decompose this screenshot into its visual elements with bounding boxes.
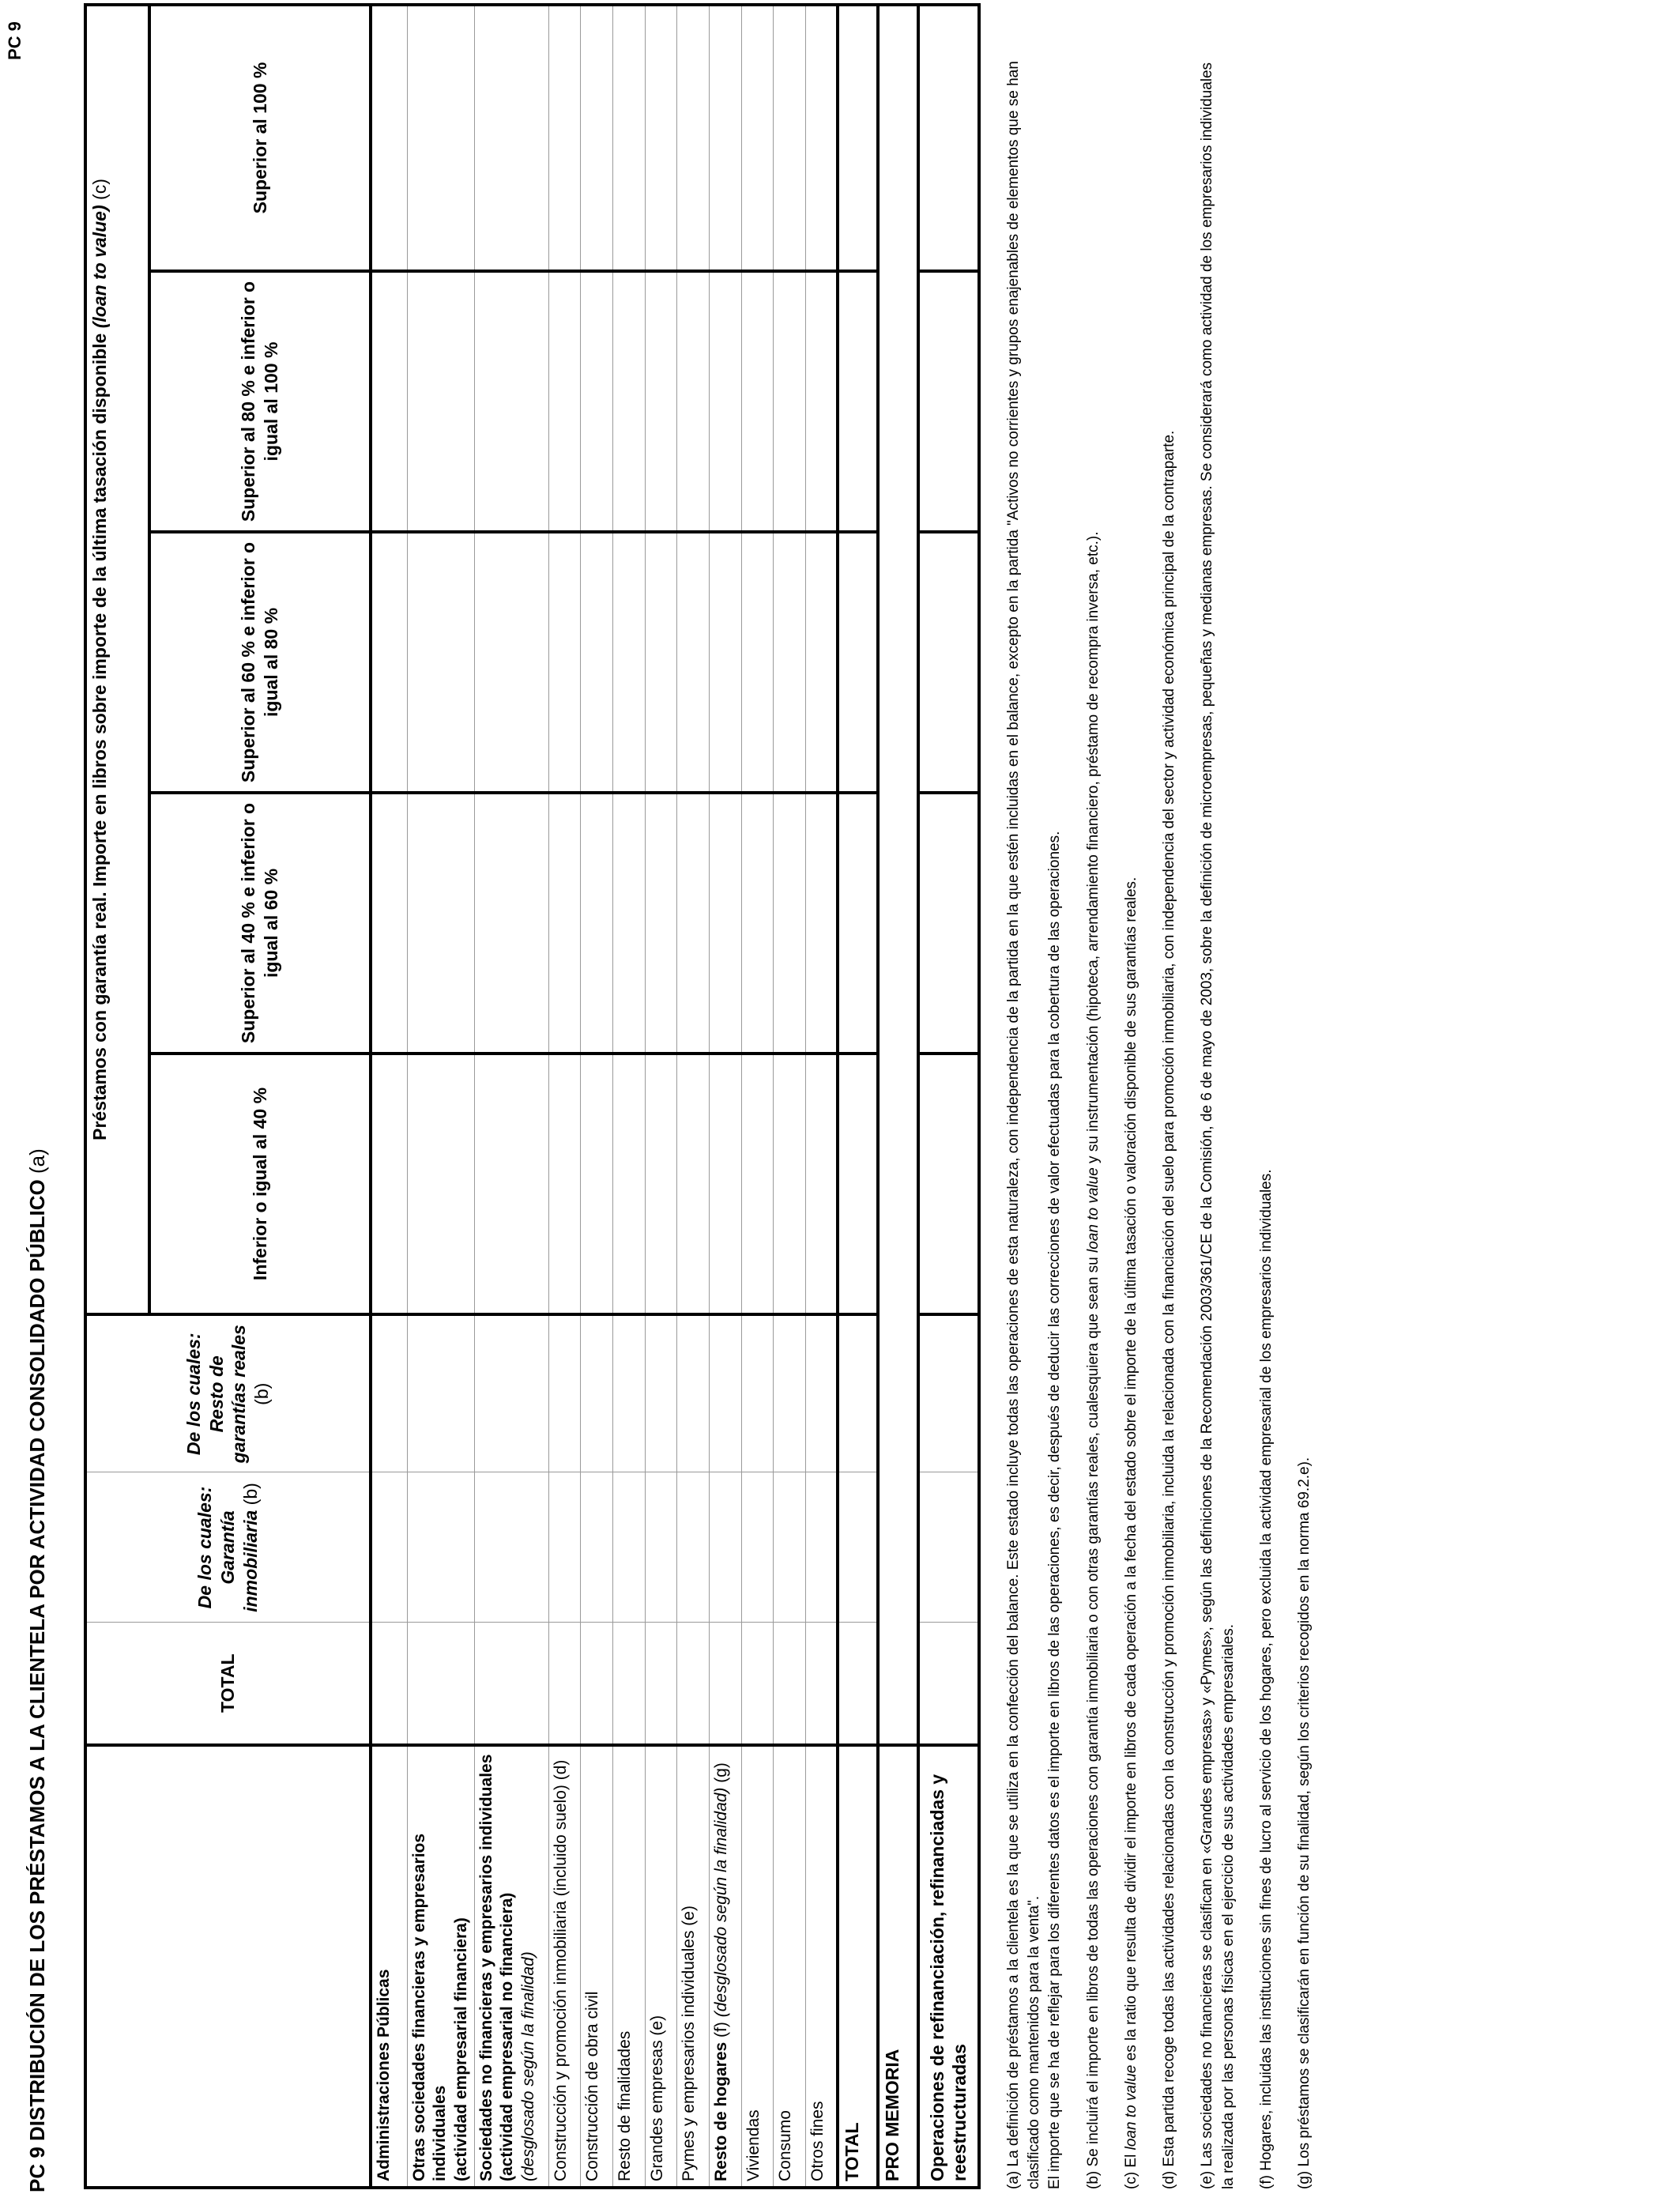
row-label-otros-fines: Otros fines [805,1745,838,2188]
footnote-g: (g) Los préstamos se clasificarán en función de su finalidad, según los criterios recogidos en la norma 69.2.e). [1295,1457,1313,2189]
col-ltv-40-header: Inferior o igual al 40 % [149,1054,371,1314]
row-label-consumo: Consumo [774,1745,806,2188]
table-row-pro-memoria [878,5,918,2188]
footnote-d: (d) Esta partida recoge todas las actividades relacionadas con la construcción y promoción inmobiliaria, incluida la relacionada con la financiación del suelo para promoción inmobiliaria, con independencia del sector y actividad económica principal de la contraparte. [1161,430,1178,2189]
page-title [25,1148,50,2192]
col-ltv-100-header: Superior al 80 % e inferior o igual al 100 % [149,271,371,532]
ltv-group-header: Préstamos con garantía real. Importe en libros sobre importe de la última tasación disponible (loan to value) (c) [85,5,149,1314]
footnote-e: (e) Las sociedades no financieras se clasifican en «Grandes empresas» y «Pymes», según las definiciones de la Recomendación 2003/361/CE de la Comisión, de 6 de mayo de 2003, sobre la definición de microempresas, pequeñas y medianas empresas. Se considerará como actividad de los empresarios individuales la realizada por las personas físicas en el ejercicio de sus actividades empresariales. [1199,62,1237,2189]
col-ltv-60-header: Superior al 40 % e inferior o igual al 60 % [149,793,371,1054]
table-row [408,5,475,2188]
col-total-header: TOTAL [85,1623,371,1745]
row-label-obra-civil: Construcción de obra civil [581,1745,613,2188]
row-label-grandes-empresas: Grandes empresas (e) [645,1745,677,2188]
footnote-b: (b) Se incluirá el importe en libros de todas las operaciones con garantía inmobiliaria o con otras garantías reales, cualesquiera que sean su loan to value y su instrumentación (hipoteca, arrendamiento financiero, préstamo de recompra inversa, etc.). [1084,531,1102,2189]
table-row [548,5,581,2188]
row-label-admin: Administraciones Públicas [371,1745,408,2188]
table-row [709,5,741,2188]
table-row [581,5,613,2188]
table-row [805,5,838,2188]
table-row [774,5,806,2188]
row-label-pymes: Pymes y empresarios individuales (e) [677,1745,710,2188]
row-label-resto-hogares: Resto de hogares (f) (desglosado según la finalidad) (g) [709,1745,741,2188]
table-row [371,5,408,2188]
footnote-f: (f) Hogares, incluidas las instituciones sin fines de lucro al servicio de los hogares, pero excluida la actividad empresarial de los empresarios individuales. [1257,1169,1275,2189]
table-row-operaciones [918,5,979,2188]
col-resto-garantias-header: De los cuales: Resto de garantías reales (b) [85,1314,371,1472]
row-label-pro-memoria: PRO MEMORIA [878,1745,918,2188]
row-label-operaciones: Operaciones de refinanciación, refinanciadas y reestructuradas [918,1745,979,2188]
page-code: PC 9 [5,21,24,60]
col-ltv-over-100-header: Superior al 100 % [149,5,371,271]
col-inmobiliaria-header: De los cuales: Garantía inmobiliaria (b) [85,1472,371,1623]
loans-table [84,3,981,2189]
row-label-total: TOTAL [838,1745,878,2188]
row-label-otras-sociedades: Otras sociedades financieras y empresarios individuales (actividad empresarial financiera) [408,1745,475,2188]
pro-memoria-spacer [878,5,918,1745]
header-blank-cell [85,1745,371,2188]
footnotes [1004,55,1332,2189]
title-main: PC 9 DISTRIBUCIÓN DE LOS PRÉSTAMOS A LA CLIENTELA POR ACTIVIDAD CONSOLIDADO PÚBLICO [25,1179,49,2192]
footnote-c: (c) El loan to value es la ratio que resulta de dividir el importe en libros de cada operación a la fecha del estado sobre el importe de la última tasación o valoración disponible de sus garantías reales. [1122,876,1139,2189]
table-row-total [838,5,878,2188]
col-ltv-80-header: Superior al 60 % e inferior o igual al 80 % [149,532,371,793]
table-row [475,5,549,2188]
footnote-a: (a) La definición de préstamos a la clientela es la que se utiliza en la confección del balance. Este estado incluye todas las operaciones de esta naturaleza, con independencia de la partida en la que estén incluidas en el balance, excepto en la partida "Activos no corrientes y grupos enajenables de elementos que se han clasificado como mantenidos para la venta". El importe que se ha de reflejar para los diferentes datos es el importe en libros de las operaciones, es decir, después de deducir las correcciones de valor efectuadas para la cobertura de las operaciones. [1005,61,1064,2189]
table-row [741,5,774,2188]
table-row [645,5,677,2188]
table-row [677,5,710,2188]
row-label-viviendas: Viviendas [741,1745,774,2188]
row-label-sociedades-no-financieras: Sociedades no financieras y empresarios individuales (actividad empresarial no financiera) (desglosado según la finalidad) [475,1745,549,2188]
title-ref: (a) [25,1148,49,1180]
row-label-construccion: Construcción y promoción inmobiliaria (incluido suelo) (d) [548,1745,581,2188]
row-label-resto-finalidades: Resto de finalidades [612,1745,645,2188]
table-row [612,5,645,2188]
